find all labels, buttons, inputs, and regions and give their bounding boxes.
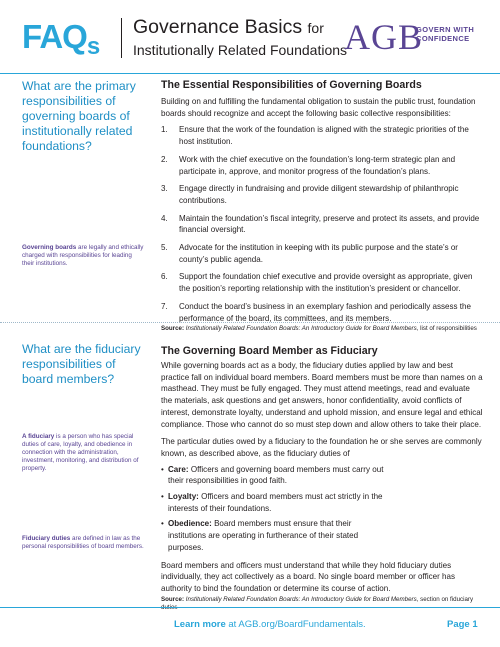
section-fiduciary xyxy=(161,345,483,612)
fiduciary-paragraph-1: While governing boards act as a body, the fiduciary duties applied by law and best practice fall on individual board members. Board members must be more than names on a masthead. They must be fully engaged. They must attend meetings, read and evaluate the materials, ask questions and get answers, honor confidentiality, avoid conflicts of interest, demonstrate loyalty, understand and uphold mission, and ensure legal and ethical compliance. Those who cannot do so must step down and allow others to take their place. xyxy=(161,361,483,429)
list-item: 6. Support the foundation chief executive and provide oversight as appropriate, given the position’s reporting relationship with the institution’s president or chancellor. xyxy=(161,272,473,294)
source-citation: Source: Institutionally Related Foundation Boards: An Introductory Guide for Board Members, section on fiduciary xyxy=(161,595,474,603)
question-fiduciary: What are the fiduciary responsibilities of board members? xyxy=(22,342,141,386)
list-item: 7. Conduct the board’s business in an exemplary fashion and periodically assess the performance of the board, its committees, and its members. xyxy=(161,301,471,323)
list-item: 1. Ensure that the work of the foundation is aligned with the strategic priorities of the host institution. xyxy=(161,125,469,147)
section-divider xyxy=(0,322,500,323)
list-item: 2. Work with the chief executive on the foundation’s long-term strategic plan and participate in, approve, and monitor progress of the foundation’s plans. xyxy=(161,154,456,176)
section-heading: The Governing Board Member as Fiduciary xyxy=(161,345,378,357)
page-number: Page 1 xyxy=(447,619,478,630)
page-subtitle: Institutionally Related Foundations xyxy=(133,42,348,58)
list-item: • Loyalty: Officers and board members must act strictly in the interests of their foundations. xyxy=(161,492,383,513)
fiduciary-paragraph-3: Board members and officers must understand that while they hold fiduciary duties individually, they act collectively as a board. No single board member or officer has authority to bind the foundation or determine its course of action. xyxy=(161,560,456,593)
sidenote-fiduciary-duties: Fiduciary duties are defined in law as the personal responsibilities of board members. xyxy=(22,535,144,550)
section-responsibilities xyxy=(161,79,483,333)
sidenote-fiduciary: A fiduciary is a person who has special duties of care, loyalty, and obedience in connection with the administration, investment, monitoring, and distribution of property. xyxy=(22,433,139,472)
page-title: Governance Basics for xyxy=(133,16,324,38)
learn-more-link[interactable]: Learn more at AGB.org/BoardFundamentals. xyxy=(174,619,366,630)
agb-logo-tagline: GOVERN WITH CONFIDENCE xyxy=(416,25,475,43)
list-item: 5. Advocate for the institution in keeping with its public purpose and the state’s or county’s public agenda. xyxy=(161,243,458,264)
list-item: 3. Engage directly in fundraising and provide diligent stewardship of philanthropic contributions. xyxy=(161,184,459,205)
sidenote-governing-boards: Governing boards are legally and ethically charged with responsibilities for leading their institutions. xyxy=(22,244,144,267)
source-citation: Source: Institutionally Related Foundation Boards: An Introductory Guide for Board Members, list of responsibilities xyxy=(161,325,477,333)
responsibilities-list xyxy=(161,124,483,324)
fiduciary-paragraph-2: The particular duties owed by a fiduciary to the foundation he or she serves are commonly known, as described above, as the fiduciary duties of xyxy=(161,437,482,458)
header-divider xyxy=(121,18,122,58)
question-responsibilities: What are the primary responsibilities of governing boards of institutionally related foundations? xyxy=(22,79,136,153)
intro-paragraph: Building on and fulfilling the fundamental obligation to sustain the public trust, foundation boards should recognize and accept the following basic collective responsibilities: xyxy=(161,97,476,118)
page-header xyxy=(0,0,500,70)
section-heading: The Essential Responsibilities of Governing Boards xyxy=(161,79,422,91)
fiduciary-duties-list xyxy=(161,464,391,554)
faqs-wordmark: FAQs xyxy=(22,18,100,60)
header-rule xyxy=(0,73,500,74)
agb-logo: AGB xyxy=(344,17,424,57)
footer-rule xyxy=(0,607,500,608)
list-item: • Obedience: Board members must ensure that their institutions are operating in furtherance of their stated purposes. xyxy=(161,519,359,552)
list-item: • Care: Officers and governing board members must carry out their responsibilities in good faith. xyxy=(161,464,384,486)
list-item: 4. Maintain the foundation’s fiscal integrity, preserve and protect its assets, and provide financial oversight. xyxy=(161,213,480,235)
